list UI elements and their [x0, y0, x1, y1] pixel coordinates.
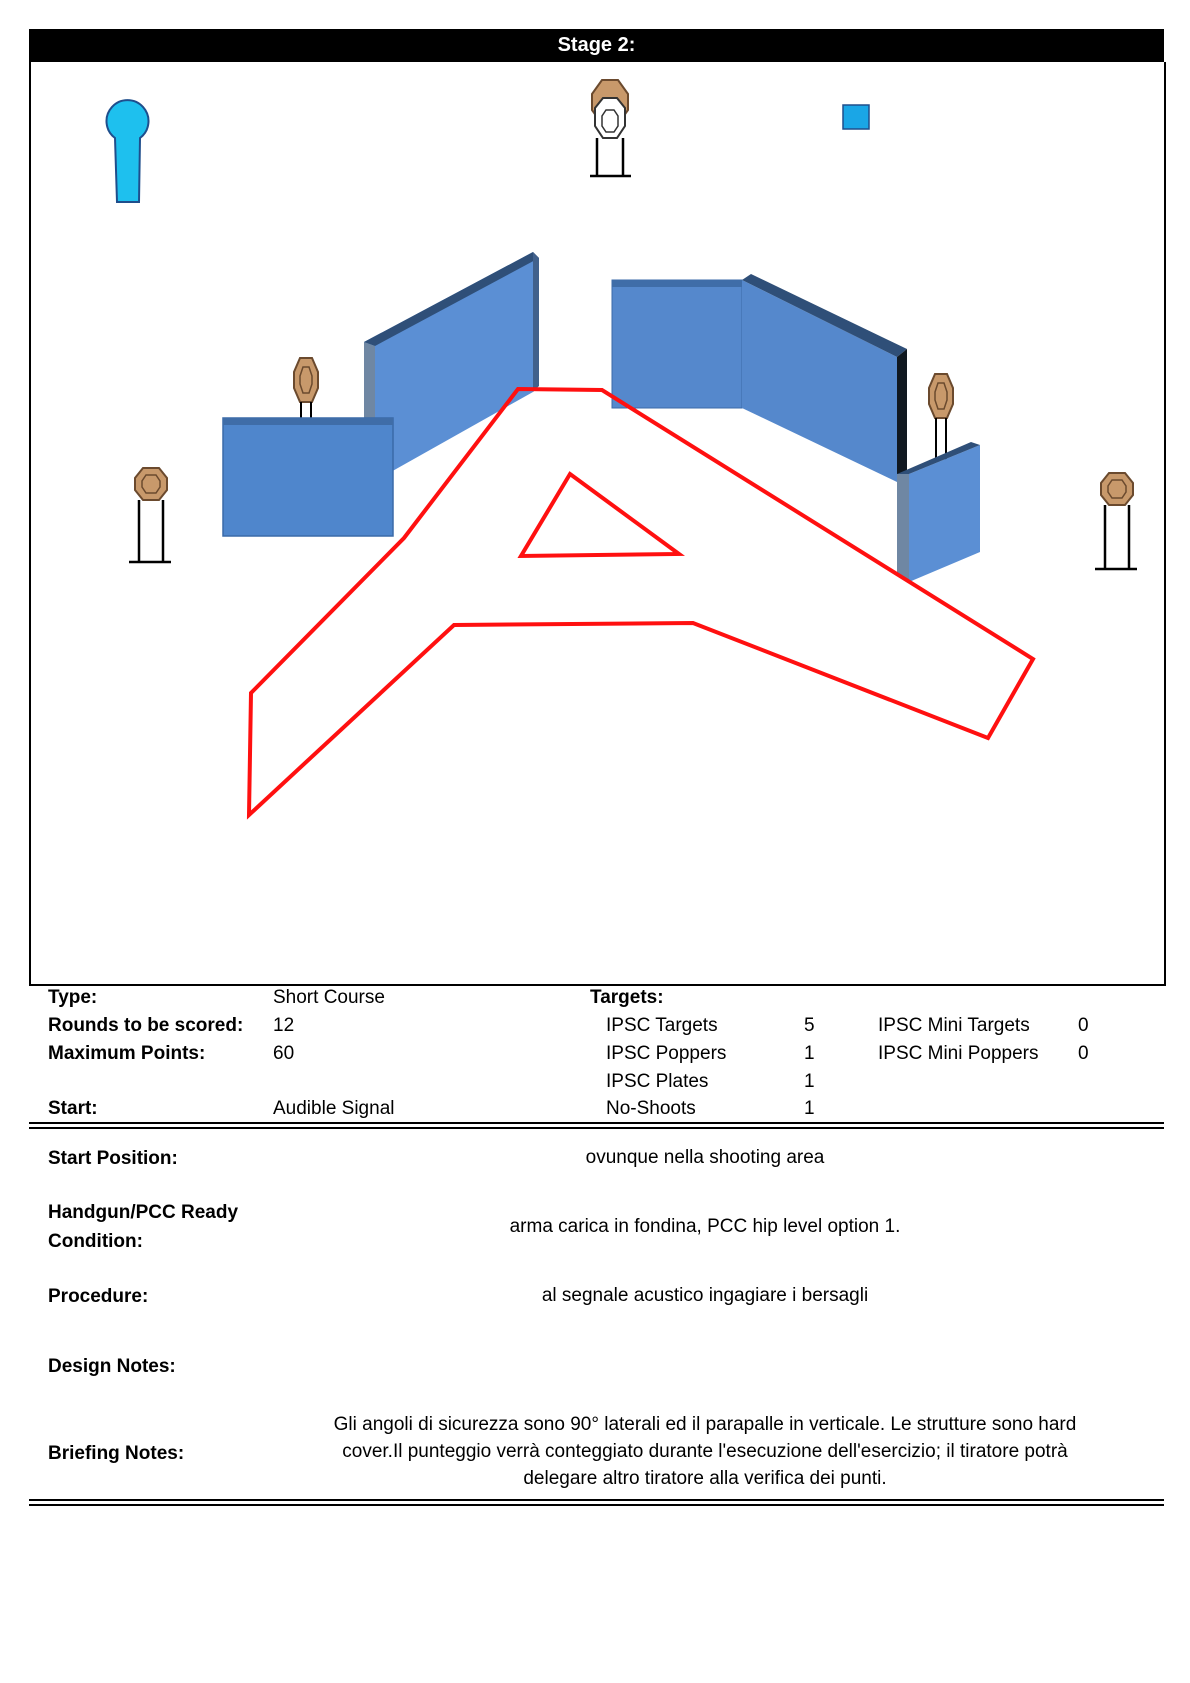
procedure-value: al segnale acustico ingagiare i bersagli — [541, 1285, 869, 1306]
ipsc-poppers-count: 1 — [804, 1043, 815, 1064]
briefing-notes-line3: delegare altro tiratore alla verifica dei punti. — [523, 1468, 887, 1489]
ready-condition-value: arma carica in fondina, PCC hip level option 1. — [509, 1216, 901, 1237]
divider — [29, 1499, 1164, 1501]
procedure-label: Procedure: — [48, 1286, 149, 1307]
ipsc-targets-label: IPSC Targets — [606, 1015, 718, 1036]
briefing-notes-line2: cover.Il punteggio verrà conteggiato durante l'esecuzione dell'esercizio; il tiratore potrà — [342, 1441, 1068, 1462]
popper-icon — [107, 100, 149, 202]
briefing-notes-line1: Gli angoli di sicurezza sono 90° laterali ed il parapalle in verticale. Le strutture sono hard — [333, 1414, 1077, 1435]
ipsc-target-icon — [129, 468, 171, 562]
rounds-value: 12 — [273, 1015, 295, 1036]
type-label: Type: — [48, 987, 98, 1008]
ipsc-mini-poppers-count: 0 — [1078, 1043, 1089, 1064]
ready-condition-label-line1: Handgun/PCC Ready — [48, 1202, 239, 1223]
ipsc-plates-label: IPSC Plates — [606, 1071, 709, 1092]
start-value: Audible Signal — [273, 1098, 395, 1119]
no-shoot-target-icon — [590, 80, 631, 176]
targets-label: Targets: — [590, 987, 664, 1008]
barricade-wall — [223, 418, 393, 536]
divider — [29, 1122, 1164, 1124]
no-shoots-label: No-Shoots — [606, 1098, 696, 1119]
ipsc-poppers-label: IPSC Poppers — [606, 1043, 727, 1064]
start-position-value: ovunque nella shooting area — [585, 1147, 825, 1168]
ipsc-mini-poppers-label: IPSC Mini Poppers — [878, 1043, 1039, 1064]
start-label: Start: — [48, 1098, 98, 1119]
rounds-label: Rounds to be scored: — [48, 1015, 244, 1036]
start-position-label: Start Position: — [48, 1148, 178, 1169]
max-points-label: Maximum Points: — [48, 1043, 206, 1064]
barricade-wall — [742, 274, 907, 482]
ipsc-targets-count: 5 — [804, 1015, 815, 1036]
briefing-notes-label: Briefing Notes: — [48, 1443, 185, 1464]
plate-icon — [843, 105, 869, 129]
type-value: Short Course — [273, 987, 385, 1008]
ipsc-target-icon — [1095, 473, 1137, 569]
barricade-wall — [612, 280, 742, 408]
ipsc-mini-targets-count: 0 — [1078, 1015, 1089, 1036]
stage-diagram — [29, 62, 1166, 986]
stage-diagram-svg — [31, 62, 1164, 984]
ipsc-target-icon — [929, 374, 953, 460]
max-points-value: 60 — [273, 1043, 295, 1064]
ipsc-mini-targets-label: IPSC Mini Targets — [878, 1015, 1030, 1036]
ready-condition-label-line2: Condition: — [48, 1231, 143, 1252]
ipsc-plates-count: 1 — [804, 1071, 815, 1092]
stage-title: Stage 2: — [29, 29, 1164, 62]
divider — [29, 1127, 1164, 1129]
barricade-wall — [897, 442, 980, 582]
design-notes-label: Design Notes: — [48, 1356, 176, 1377]
divider — [29, 1504, 1164, 1506]
no-shoots-count: 1 — [804, 1098, 815, 1119]
